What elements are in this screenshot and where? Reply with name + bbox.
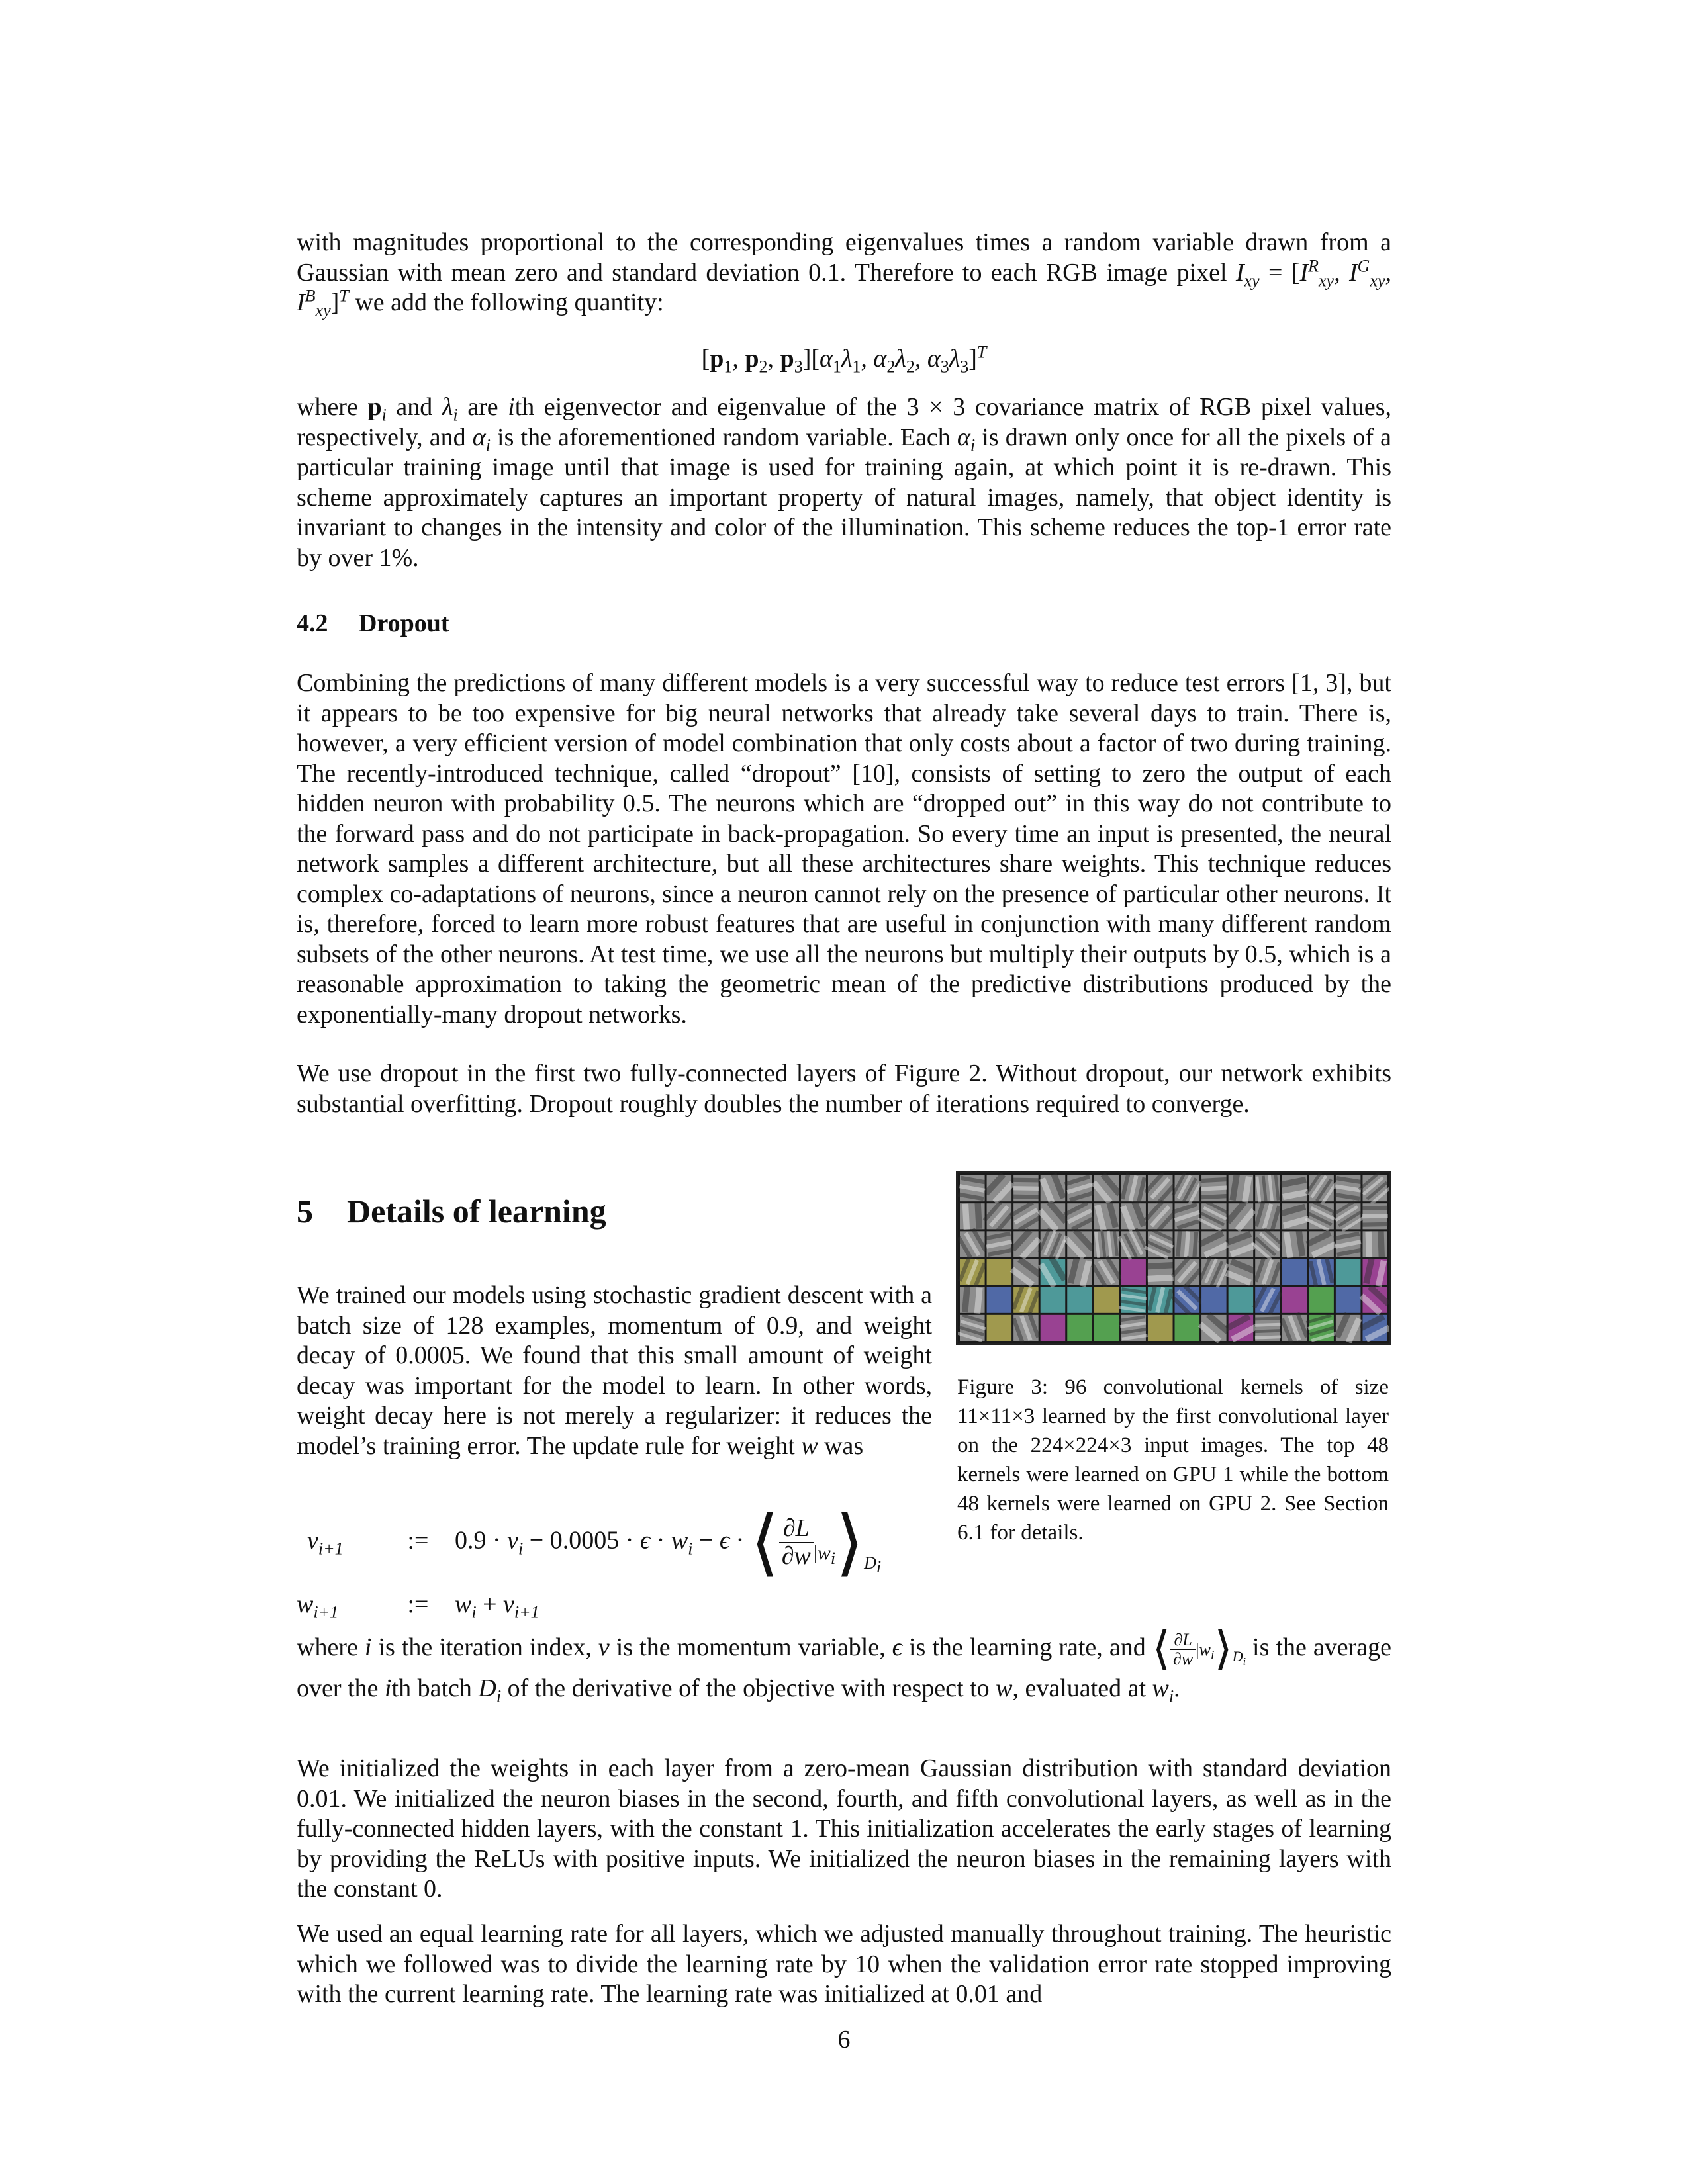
kernel-cell [1118,1228,1149,1261]
kernel-cell [960,1287,985,1314]
kernel-cell [1121,1259,1146,1285]
paragraph-sgd: We trained our models using stochastic gradient descent with a batch size of 128 examples, momentum of 0.9, and weight decay of 0.0005. We found that this small amount of weight decay was important for the model to learn. In other words, weight decay here is not merely a regularizer: it reduces the model’s training error. The update rule for weight w was [297,1281,932,1460]
kernel-cell [984,1231,1013,1257]
section-heading: 5 Details of learning [297,1193,606,1230]
kernel-cell [1038,1256,1067,1288]
paragraph-pca-intro: with magnitudes proportional to the corresponding eigenvalues times a random variable drawn from a Gaussian with mean zero and standard deviation 0.1. Therefore to each RGB image pixel $I_{xy} = [I^R_{xy}$, $I^G_{xy}$, $I^B_{xy}]^T$ we add the following quantity: [297,228,1391,320]
kernel-cell [1067,1257,1092,1287]
kernel-cell [1147,1285,1173,1315]
kernel-cell [1094,1287,1119,1313]
kernel-cell [1359,1314,1391,1342]
paragraph-learning-rate: We used an equal learning rate for all layers, which we adjusted manually throughout training. The heuristic which we followed was to divide the learning rate by 10 when the validation error rate stopped improving with the current learning rate. The learning rate was initialized at 0.01 and [297,1920,1391,2008]
kernel-cell [1067,1287,1092,1313]
kernel-cell [984,1173,1015,1205]
kernel-cell [1362,1257,1387,1287]
kernel-cell [1336,1259,1361,1285]
kernel-cell [1012,1312,1041,1344]
paragraph-pca-detail: where $p_i$ and $\lambda_i$ are ith eigenvector and eigenvalue of the 3 × 3 covariance matrix of RGB pixel values, respectively, and $\alpha_i$ is the aforementioned random variable. Each $\alpha_i$ is drawn only once for all the pixels of a particular training image until that image is used for training again, at which point it is re-drawn. This scheme approximately captures an important property of natural images, namely, that object identity is invariant to changes in the intensity and color of the illumination. This scheme reduces the top-1 error rate by over 1%. [297,393,1391,572]
kernel-cell [1009,1201,1043,1232]
kernel-cell [1011,1284,1040,1316]
kernel-cell [1144,1229,1176,1259]
kernel-cell [1120,1201,1147,1232]
kernel-cell [1308,1257,1334,1287]
kernel-cell [1200,1175,1227,1201]
paragraph-dropout: Combining the predictions of many different models is a very successful way to reduce test errors [1, 3], but it appears to be too expensive for big neural networks that already take several days to train. There is, however, a very efficient version of model combination that only costs about a factor of two during training. The recently-introduced technique, called “dropout” [10], consists of setting to zero the output of each hidden neuron with probability 0.5. The neurons which are “dropped out” in this way do not contribute to the forward pass and do not participate in back-propagation. So every time an input is presented, the neural network samples a different architecture, but all these architectures share weights. This technique reduces complex co-adaptations of neurons, since a neuron cannot rely on the presence of particular other neurons. It is, therefore, forced to learn more robust features that are useful in conjunction with many different random subsets of the other neurons. At test time, we use all the neurons but multiply their outputs by 0.5, which is a reasonable approximation to taking the geometric mean of the predictive distributions produced by the exponentially-many dropout networks. [297,669,1391,1028]
kernel-cell [1358,1171,1391,1205]
kernel-cell [1362,1231,1387,1257]
kernel-cell [1147,1259,1174,1285]
kernel-cell [1333,1231,1362,1257]
figure-conv-kernels [956,1171,1391,1345]
kernel-cell [1170,1283,1203,1316]
kernel-cell [1172,1172,1203,1205]
figure-caption: Figure 3: 96 convolutional kernels of size 11×11×3 learned by the first convolutional layer on the 224×224×3 input images. The top 48 kernels were learned on GPU 1 while the bottom 48 kernels were learned on GPU 2. See Section 6.1 for details. [957,1375,1389,1545]
kernel-cell [1094,1201,1119,1231]
kernel-cell [1144,1200,1176,1233]
paragraph-initialization: We initialized the weights in each layer from a zero-mean Gaussian distribution with standard deviation 0.01. We initialized the neuron biases in the second, fourth, and fifth convolutional layers, as well as in the fully-connected hidden layers, with the constant 1. This initialization accelerates the early stages of learning by providing the ReLUs with positive inputs. We initialized the neuron biases in the remaining layers with the constant 0. [297,1754,1391,1903]
kernel-cell [1121,1173,1147,1203]
kernel-cell [957,1314,988,1342]
kernel-cell [983,1200,1015,1233]
kernel-cell [1280,1203,1309,1229]
kernel-cell [1091,1255,1122,1289]
kernel-cell [1225,1259,1256,1286]
equation-v-update: $v_{i+1}$ := $0.9 \cdot v_i - 0.0005 \cdot \epsilon \cdot w_i - \epsilon$ · ⟨ $\frac{\partial L}{\partial w}$ $_{|w_i}⟩_{D_i}$ [307,1502,882,1583]
kernel-cell [1198,1230,1230,1258]
kernel-cell [1225,1314,1257,1342]
kernel-cell [1305,1171,1338,1205]
kernel-cell [1306,1314,1337,1342]
kernel-cell [1359,1285,1391,1316]
page-number: 6 [837,2026,851,2054]
kernel-cell [1039,1173,1066,1204]
kernel-cell [1305,1201,1338,1232]
equation-update-rule [297,1502,952,1622]
kernel-cell [1041,1315,1066,1341]
kernel-cell [1010,1257,1042,1287]
kernel-cell [1254,1201,1282,1232]
kernel-cell [1362,1203,1388,1229]
kernel-cell [1331,1200,1365,1232]
kernel-cell [1199,1256,1229,1289]
kernel-cell [1198,1312,1230,1343]
kernel-cell [1250,1228,1284,1261]
kernel-cell [1282,1259,1307,1285]
kernel-cell [987,1287,1012,1313]
kernel-cell [1041,1287,1066,1313]
kernel-cell [1010,1228,1041,1260]
kernel-cell [1229,1174,1254,1203]
kernel-cell [1091,1173,1122,1205]
equation-w-update: $w_{i+1}$ := $w_i + v_{i+1}$ [297,1590,539,1622]
kernel-cell [1252,1284,1283,1316]
kernel-cell [1171,1255,1203,1289]
kernel-cell [960,1203,985,1230]
kernel-cell [1119,1315,1147,1341]
kernel-cell [1037,1201,1068,1232]
kernel-cell [1336,1287,1361,1313]
kernel-cell [1335,1312,1362,1343]
kernel-cell [987,1259,1012,1285]
kernel-cell [1225,1201,1256,1232]
kernel-cell [1305,1230,1337,1258]
equation-pca-noise: [$p_1$, $p_2$, $p_3][\alpha_1\lambda_1$, $\alpha_2\lambda_2$, $\alpha_3\lambda_3]^T$ [701,342,987,377]
kernel-cell [1280,1175,1309,1201]
kernel-cell [1172,1203,1203,1230]
kernel-cell [1229,1287,1254,1313]
kernel-cell [1148,1315,1173,1341]
kernel-cell [1063,1201,1096,1232]
kernel-cell [1309,1287,1334,1313]
kernel-cell [1197,1201,1231,1232]
math-pixel: $I_{xy}$ [1235,258,1260,291]
kernel-cell [1201,1287,1227,1313]
kernel-cell [957,1228,988,1261]
paragraph-update-explain: where i is the iteration index, v is the momentum variable, ϵ is the learning rate, and ⟨ $\frac{\partial L}{\partial w}$ $|w_i⟩_{D_i}$ is the average over the ith batch $D_i$ of the derivative of the objective with respect to w, evaluated at $w_i$. [297,1623,1392,1706]
paragraph-dropout-usage: We use dropout in the first two fully-connected layers of Figure 2. Without dropout, our network exhibits substantial overfitting. Dropout roughly doubles the number of iterations required to converge. [297,1060,1391,1118]
kernel-cell [1064,1175,1096,1202]
kernel-cell [1175,1230,1200,1257]
kernel-cell [1254,1315,1281,1341]
kernel-cell [1013,1175,1039,1201]
kernel-cell [1119,1287,1147,1313]
kernel-cell [1254,1256,1282,1287]
kernel-cell [1282,1230,1307,1259]
kernel-cell [958,1175,987,1201]
kernel-cell [987,1315,1012,1341]
kernel-cell [1064,1228,1095,1260]
kernel-cell [1280,1312,1309,1344]
subsection-heading: 4.2 Dropout [297,610,449,637]
kernel-cell [1175,1315,1200,1341]
kernel-cell [1094,1230,1119,1258]
kernel-cell [1144,1172,1176,1205]
kernel-cell [958,1256,987,1288]
kernel-cell [1038,1228,1068,1260]
kernel-cell [1282,1287,1307,1313]
kernel-cell [1094,1315,1119,1341]
kernel-cell [1067,1315,1092,1341]
kernel-cell [1255,1174,1280,1202]
